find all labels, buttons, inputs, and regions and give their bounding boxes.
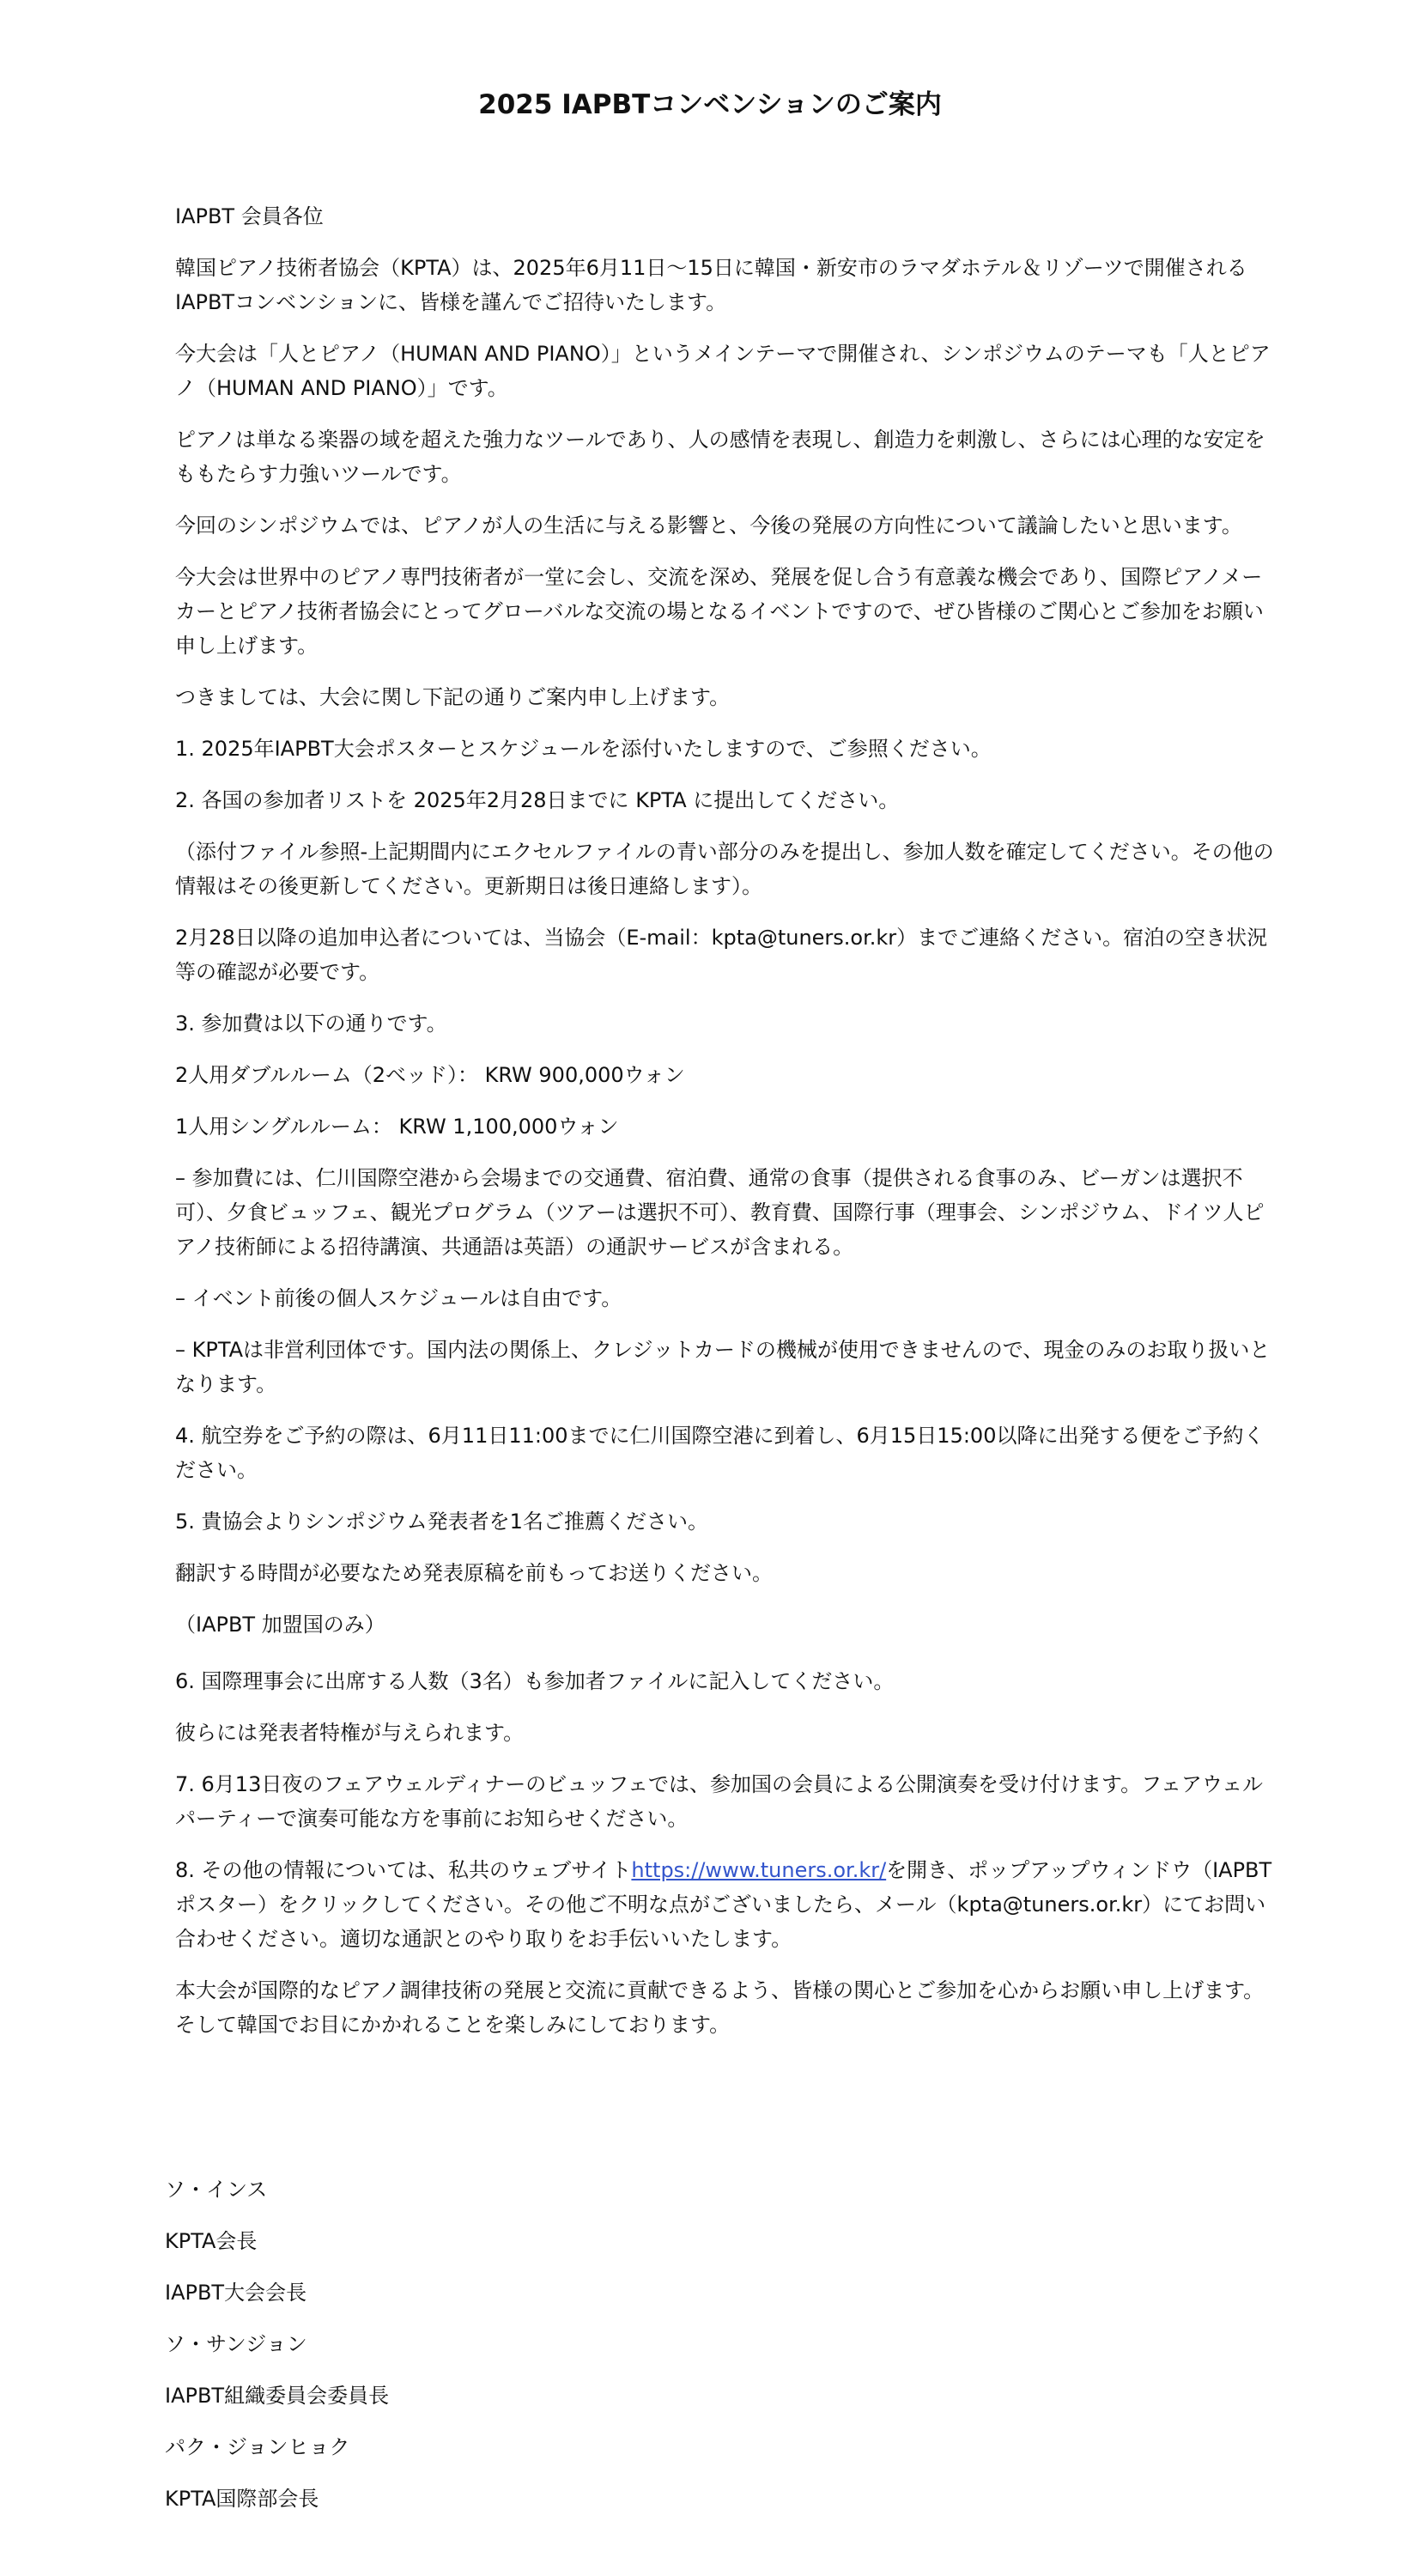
item-5-note: 翻訳する時間が必要なため発表原稿を前もってお送りください。 [175, 1561, 773, 1585]
item-8-prefix: 8. その他の情報については、私共のウェブサイト [175, 1858, 632, 1882]
fee-includes: – 参加費には、仁川国際空港から会場までの交通費、宿泊費、通常の食事（提供される食事のみ、ビーガンは選択不可）、夕食ビュッフェ、観光プログラム（ツアーは選択不可）、教育費、国際行事（理事会、シンポジウム、ドイツ人ピアノ技術師による招待講演、共通語は英語）の通訳サービスが含まれる。 [175, 1166, 1265, 1259]
item-5-scope: （IAPBT 加盟国のみ） [175, 1613, 385, 1637]
item-5: 5. 貴協会よりシンポジウム発表者を1名ご推薦ください。 [175, 1510, 708, 1534]
signature-line: IAPBT組織委員会委員長 [165, 2384, 390, 2408]
item-2-note: （添付ファイル参照-上記期間内にエクセルファイルの青い部分のみを提出し、参加人数を確定してください。その他の情報はその後更新してください。更新期日は後日連絡します）。 [175, 840, 1274, 898]
item-8 [175, 1853, 1279, 1956]
paragraph-symposium: 今回のシンポジウムでは、ピアノが人の生活に与える影響と、今後の発展の方向性について議論したいと思います。 [175, 513, 1242, 538]
paragraph-piano: ピアノは単なる楽器の域を超えた強力なツールであり、人の感情を表現し、創造力を刺激し、さらには心理的な安定をももたらす力強いツールです。 [175, 428, 1265, 486]
signature-line: KPTA国際部会長 [165, 2487, 319, 2511]
item-8-suffix: を開き、ポップアップウィンドウ（IAPBTポスター）をクリックしてください。その他ご不明な点がございましたら、メール（kpta@tuners.or.kr）にてお問い合わせください。適切な通訳とのやり取りをお手伝いいたします。 [175, 1858, 1272, 1951]
item-6: 6. 国際理事会に出席する人数（3名）も参加者ファイルに記入してください。 [175, 1669, 895, 1693]
signature-line: KPTA会長 [165, 2229, 258, 2253]
paragraph-theme: 今大会は「人とピアノ（HUMAN AND PIANO）」というメインテーマで開催され、シンポジウムのテーマも「人とピアノ（HUMAN AND PIANO）」です。 [175, 342, 1271, 400]
fee-schedule-note: – イベント前後の個人スケジュールは自由です。 [175, 1286, 622, 1310]
fee-double-room: 2人用ダブルルーム（2ベッド）： KRW 900,000ウォン [175, 1063, 685, 1087]
paragraph-intro: 韓国ピアノ技術者協会（KPTA）は、2025年6月11日～15日に韓国・新安市のラマダホテル＆リゾーツで開催されるIAPBTコンベンションに、皆様を謹んでご招待いたします。 [175, 256, 1247, 314]
fee-cash-note: – KPTAは非営利団体です。国内法の関係上、クレジットカードの機械が使用できませんので、現金のみのお取り扱いとなります。 [175, 1338, 1271, 1396]
signature-line: ソ・インス [165, 2178, 268, 2202]
document-title: 2025 IAPBTコンベンションのご案内 [478, 89, 942, 120]
item-7: 7. 6月13日夜のフェアウェルディナーのビュッフェでは、参加国の会員による公開演奏を受け付けます。フェアウェルパーティーで演奏可能な方を事前にお知らせください。 [175, 1772, 1263, 1831]
signature-line: パク・ジョンヒョク [165, 2435, 350, 2459]
item-3: 3. 参加費は以下の通りです。 [175, 1012, 447, 1036]
signature-line: ソ・サンジョン [165, 2332, 307, 2356]
fee-single-room: 1人用シングルルーム： KRW 1,100,000ウォン [175, 1115, 619, 1139]
salutation: IAPBT 会員各位 [175, 204, 324, 228]
document-body [175, 199, 1279, 2059]
signature-block [165, 2172, 852, 2533]
item-2-late-applicants: 2月28日以降の追加申込者については、当協会（E-mail：kpta@tuners.or.kr）までご連絡ください。宿泊の空き状況等の確認が必要です。 [175, 926, 1268, 984]
website-link[interactable]: https://www.tuners.or.kr/ [631, 1858, 887, 1882]
paragraph-gathering: 今大会は世界中のピアノ専門技術者が一堂に会し、交流を深め、発展を促し合う有意義な機会であり、国際ピアノメーカーとピアノ技術者協会にとってグローバルな交流の場となるイベントですので、ぜひ皆様のご関心とご参加をお願い申し上げます。 [175, 565, 1264, 658]
paragraph-notice-intro: つきましては、大会に関し下記の通りご案内申し上げます。 [175, 685, 731, 709]
item-2: 2. 各国の参加者リストを 2025年2月28日までに KPTA に提出してください。 [175, 788, 900, 812]
item-4: 4. 航空券をご予約の際は、6月11日11:00までに仁川国際空港に到着し、6月15日15:00以降に出発する便をご予約ください。 [175, 1424, 1265, 1482]
closing-paragraph: 本大会が国際的なピアノ調律技術の発展と交流に貢献できるよう、皆様の関心とご参加を心からお願い申し上げます。そして韓国でお目にかかれることを楽しみにしております。 [175, 1978, 1265, 2037]
item-6-note: 彼らには発表者特権が与えられます。 [175, 1721, 525, 1745]
item-1: 1. 2025年IAPBT大会ポスターとスケジュールを添付いたしますので、ご参照ください。 [175, 737, 992, 761]
signature-line: IAPBT大会会長 [165, 2281, 307, 2305]
